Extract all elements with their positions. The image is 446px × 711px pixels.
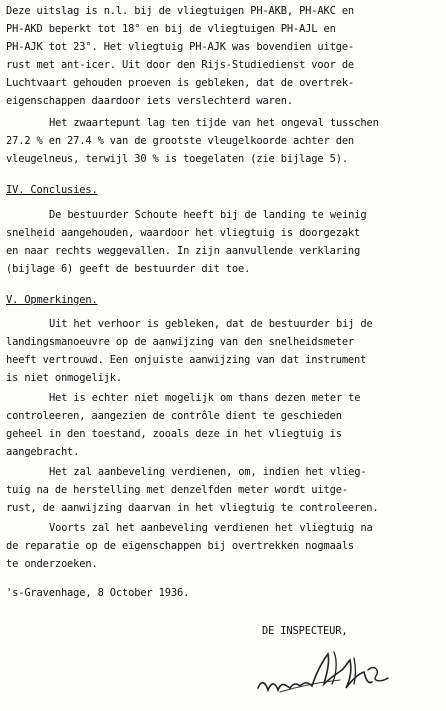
remark-line: geheel in den toestand, zooals deze in het vliegtuig is	[6, 428, 342, 440]
date-line: 's-Gravenhage, 8 October 1936.	[6, 587, 190, 599]
body-line: Luchtvaart gehouden proeven is gebleken, dat de overtrek-	[6, 77, 355, 89]
conclusion-line: en naar rechts weggevallen. In zijn aanvullende verklaring	[6, 245, 361, 257]
conclusion-line: De bestuurder Schoute heeft bij de landing te weinig	[49, 209, 367, 221]
remark-line: heeft vertrouwd. Een onjuiste aanwijzing van dat instrument	[6, 354, 367, 366]
remark-line: aangebracht.	[6, 446, 80, 458]
section-heading-opmerkingen: V. Opmerkingen.	[6, 294, 98, 306]
remark-line: is niet onmogelijk.	[6, 372, 123, 384]
body-line: vleugelneus, terwijl 30 % is toegelaten (zie bijlage 5).	[6, 153, 348, 165]
body-line: Het zwaartepunt lag ten tijde van het ongeval tusschen	[49, 117, 379, 129]
remark-line: controleeren, aangezien de contrôle dient te geschieden	[6, 410, 342, 422]
conclusion-line: snelheid aangehouden, waardoor het vliegtuig is doorgezakt	[6, 227, 361, 239]
body-line: 27.2 % en 27.4 % van de grootste vleugelkoorde achter den	[6, 135, 355, 147]
remark-line: Het is echter niet mogelijk om thans dezen meter te	[49, 392, 361, 404]
handwritten-signature	[250, 640, 430, 700]
conclusion-line: (bijlage 6) geeft de bestuurder dit toe.	[6, 263, 251, 275]
body-line: Deze uitslag is n.l. bij de vliegtuigen PH-AKB, PH-AKC en	[6, 5, 355, 17]
body-line: eigenschappen daardoor iets verslechterd waren.	[6, 95, 293, 107]
remark-line: Het zal aanbeveling verdienen, om, indien het vlieg-	[49, 466, 367, 478]
remark-line: Voorts zal het aanbeveling verdienen het vliegtuig na	[49, 522, 373, 534]
remark-line: landingsmanoeuvre op de aanwijzing van den snelheidsmeter	[6, 336, 355, 348]
body-line: rust met ant-icer. Uit door den Rijs-Studiedienst voor de	[6, 59, 355, 71]
section-heading-conclusies: IV. Conclusies.	[6, 184, 98, 196]
remark-line: de reparatie op de eigenschappen bij overtrekken nogmaals	[6, 540, 355, 552]
remark-line: Uit het verhoor is gebleken, dat de bestuurder bij de	[49, 318, 373, 330]
remark-line: rust, de aanwijzing daarvan in het vliegtuig te controleeren.	[6, 502, 379, 514]
body-line: PH-AJK tot 23°. Het vliegtuig PH-AJK was bovendien uitge-	[6, 41, 355, 53]
remark-line: te onderzoeken.	[6, 558, 98, 570]
remark-line: tuig na de herstelling met denzelfden meter wordt uitge-	[6, 484, 348, 496]
signature-title: DE INSPECTEUR,	[262, 625, 348, 637]
body-line: PH-AKD beperkt tot 18° en bij de vliegtuigen PH-AJL en	[6, 23, 336, 35]
